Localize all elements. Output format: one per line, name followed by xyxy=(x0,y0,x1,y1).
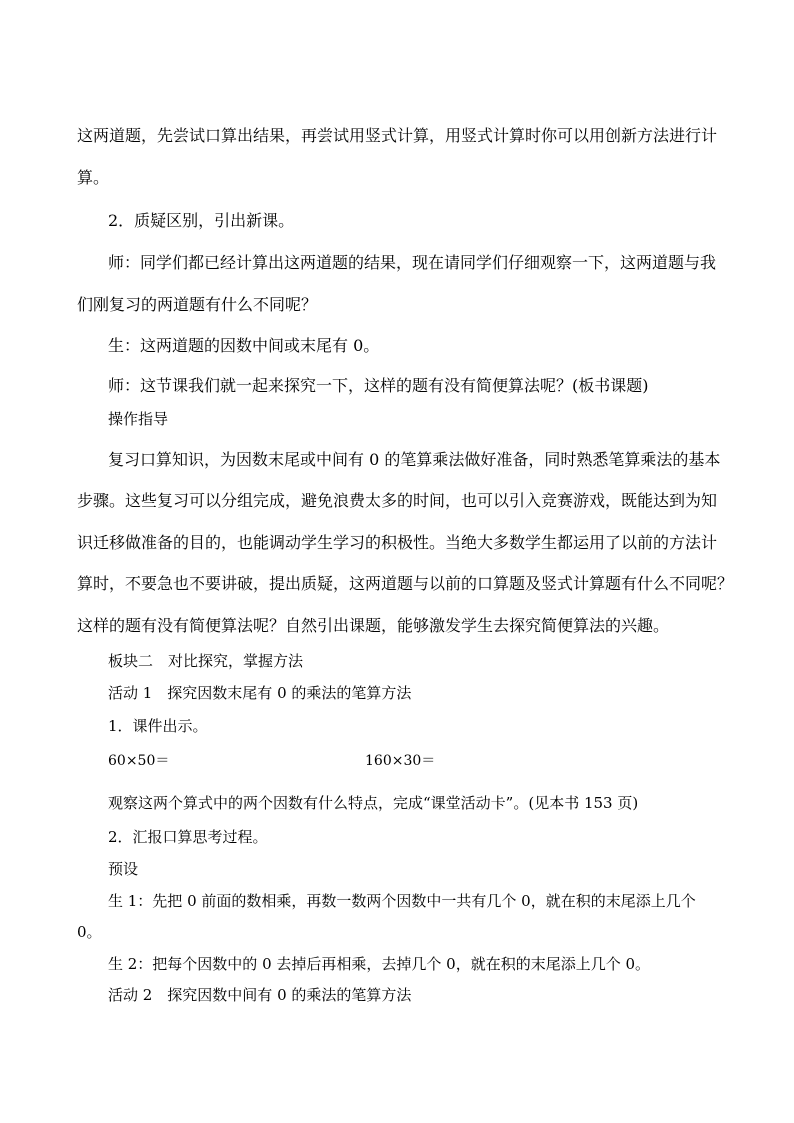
guide-line: 算时，不要急也不要讲破，提出质疑，这两道题与以前的口算题及竖式计算题有什么不同呢？ xyxy=(77,574,734,593)
preset-label: 预设 xyxy=(108,860,139,878)
student-line: 生：这两道题的因数中间或末尾有 0。 xyxy=(108,336,380,355)
instruction-line: 观察这两个算式中的两个因数有什么特点，完成“课堂活动卡”。(见本书 153 页) xyxy=(108,794,639,812)
teacher-line: 师：这节课我们就一起来探究一下，这样的题有没有简便算法呢？(板书课题) xyxy=(108,376,649,395)
activity-heading: 活动 1 探究因数末尾有 0 的乘法的笔算方法 xyxy=(108,684,412,702)
list-item: 2．汇报口算思考过程。 xyxy=(108,828,268,846)
equation: 60×50＝ xyxy=(108,753,170,769)
guide-line: 步骤。这些复习可以分组完成，避免浪费太多的时间，也可以引入竞赛游戏，既能达到为知 xyxy=(77,491,718,510)
guide-heading: 操作指导 xyxy=(108,410,169,428)
student-answer: 生 1：先把 0 前面的数相乘，再数一数两个因数中一共有几个 0，就在积的末尾添上几个 xyxy=(108,892,696,910)
paragraph-line: 这两道题，先尝试口算出结果，再尝试用竖式计算，用竖式计算时你可以用创新方法进行计 xyxy=(77,126,718,145)
paragraph-line: 算。 xyxy=(77,168,110,187)
guide-line: 识迁移做准备的目的，也能调动学生学习的积极性。当绝大多数学生都运用了以前的方法计 xyxy=(77,533,718,552)
section-item-2: 2．质疑区别，引出新课。 xyxy=(108,211,295,230)
equation: 160×30＝ xyxy=(365,753,436,769)
teacher-line: 师：同学们都已经计算出这两道题的结果，现在请同学们仔细观察一下，这两道题与我 xyxy=(108,253,717,272)
guide-line: 这样的题有没有简便算法呢？自然引出课题，能够激发学生去探究简便算法的兴趣。 xyxy=(77,616,670,635)
block-title: 板块二 对比探究，掌握方法 xyxy=(108,652,304,670)
teacher-line-cont: 们刚复习的两道题有什么不同呢？ xyxy=(77,295,318,314)
guide-line: 复习口算知识，为因数末尾或中间有 0 的笔算乘法做好准备，同时熟悉笔算乘法的基本 xyxy=(108,450,721,469)
list-item: 1．课件出示。 xyxy=(108,717,208,735)
activity-heading: 活动 2 探究因数中间有 0 的乘法的笔算方法 xyxy=(108,986,412,1004)
student-answer: 生 2：把每个因数中的 0 去掉后再相乘，去掉几个 0，就在积的末尾添上几个 0。 xyxy=(108,955,651,973)
student-answer-cont: 0。 xyxy=(77,923,102,941)
